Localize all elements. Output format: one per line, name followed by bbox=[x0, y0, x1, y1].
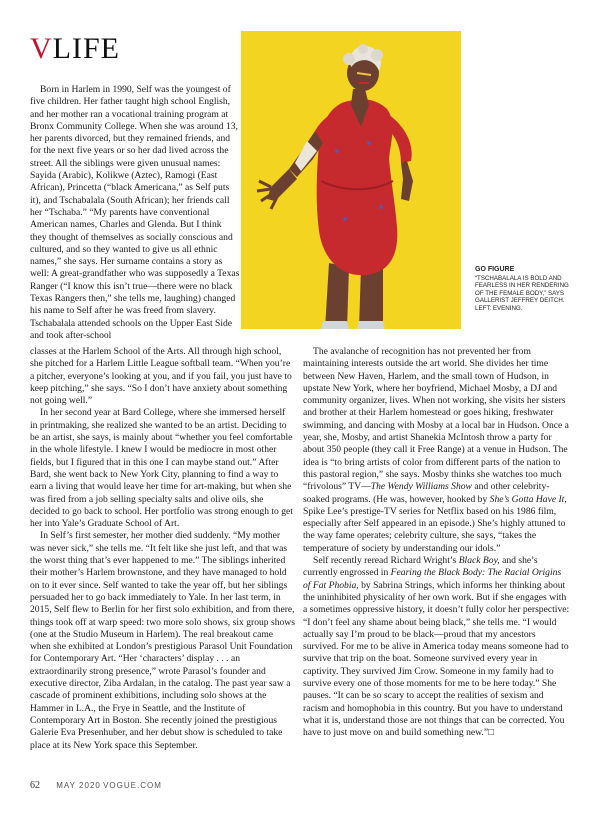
issue-date: MAY 2020 bbox=[56, 781, 101, 790]
masthead-life: LIFE bbox=[52, 32, 120, 65]
site-url: VOGUE.COM bbox=[103, 781, 162, 790]
page-footer bbox=[30, 780, 162, 791]
paragraph: In Self’s first semester, her mother died suddenly. “My mother was never sick,” she tells me. “It felt like she just left, and that was the worst thing that’s ever happened to me.” The siblings inherited their mother’s Harlem brownstone, and they have managed to hold on to it ever since. Self wanted to take the year off, but her siblings persuaded her to go back immediately to Yale. In her last term, in 2015, Self flew to Berlin for her first solo exhibition, and from there, things took off at warp speed: two more solo shows, six group shows (one at the Studio Museum in Harlem). The real breakout came when she exhibited at London’s prestigious Parasol Unit Foundation for Contemporary Art. “Her ‘characters’ display . . . an extraordinarily strong presence,” wrote Parasol’s founder and executive director, Ziba Ardalan, in the catalog. The past year saw a cascade of prominent exhibitions, including solo shows at the Hammer in L.A., the Frye in Seattle, and the Institute of Contemporary Art in Boston. She recently joined the prestigious Galerie Eva Presenhuber, and her debut show is scheduled to take place at its New York space this September. bbox=[30, 530, 295, 751]
paragraph: Self recently reread Richard Wright’s Black Boy, and she’s currently engrossed in Fearing the Black Body: The Racial Origins of Fat Phobia, by Sabrina Strings, which informs her thinking about the uninhibited physicality of her own work. But if she engages with a sometimes oppressive history, it doesn’t fully color her perspective: “I don’t feel any shame about being black,” she tells me. “I would actually say I’m proud to be black—proud that my ancestors survived. For me to be alive in America today means someone had to survive that trip on the boat. Someone survived every year in captivity. They survived Jim Crow. Someone in my family had to survive every one of those moments for me to be here today.” She pauses. “It can be so scary to accept the realities of sexism and racism and homophobia in this country. But you have to understand what it is, understand those are not things that can be corrected. You have to just move on and build something new.”□ bbox=[303, 555, 570, 739]
artwork-svg bbox=[241, 31, 461, 329]
caption-heading: GO FIGURE bbox=[475, 266, 515, 273]
article-column-left-bottom bbox=[30, 346, 295, 752]
end-mark: □ bbox=[488, 727, 494, 739]
masthead-v: V bbox=[30, 32, 53, 65]
paragraph: In her second year at Bard College, where she immersed herself in printmaking, she realized she wanted to be an artist. Deciding to be an artist, she says, is mainly about “whether you feel comfortable in the whole lifestyle. I knew I would be mediocre in most other fields, but I figured that in this one I can maybe stand out.” After Bard, she went back to New York City, planning to find a way to earn a living that would leave her time for art-making, but when she was fired from a job selling specialty salts and olive oils, she decided to go back to school. Her portfolio was strong enough to get her into Yale’s Graduate School of Art. bbox=[30, 407, 293, 530]
article-column-right bbox=[303, 346, 571, 740]
paragraph: The avalanche of recognition has not prevented her from maintaining interests outside the art world. She divides her time between New Haven, Harlem, and the small town of Hudson, in upstate New York, where her boyfriend, Michael Mosby, a DJ and community organizer, lives. When not working, she visits her sisters and brother at their Harlem homestead or goes hiking, freshwater swimming, and dancing with Mosby at a local bar in Hudson. Once a year, she, Mosby, and artist Shanekia McIntosh throw a party for about 350 people (they call it Free Range) at a venue in Hudson. The idea is “to bring artists of color from different parts of the nation to this pastoral region,” she says. Mosby thinks she watches too much “frivolous” TV—The Wendy Williams Show and other celebrity-soaked programs. (He was, however, hooked by She’s Gotta Have It, Spike Lee’s prestige-TV series for Netflix based on his 1986 film, especially after Self appeared in an episode.) She’s highly attuned to the way fame operates; celebrity culture, she says, “takes the temperature of society by understanding our idols.” bbox=[303, 346, 569, 554]
artwork-painting bbox=[241, 31, 461, 329]
paragraph: classes at the Harlem School of the Arts. All through high school, she pitched for a Harlem Little League softball team. “When you’re a pitcher, everyone’s looking at you, and if you fail, you just have to keep pitching,” she says. “So I don’t have anxiety about something not going well.” bbox=[30, 346, 292, 407]
paragraph: Born in Harlem in 1990, Self was the youngest of five children. Her father taught high school English, and her mother ran a vocational training program at Bronx Community College. When she was around 13, her parents divorced, but they remained friends, and for the next five years or so her dad lived across the street. All the siblings were given unusual names: Sayida (Arabic), Kolikwe (Aztec), Ramogi (East African), Princetta (“black Americana,” as Self puts it), and Tschabalala (South African); her friends call her “Tschaba.” “My parents have conventional American names, Charles and Glenda. But I think they thought of themselves as socially conscious and cultured, and so they wanted to give us all ethnic names,” she says. Her surname contains a story as well: A great-grandfather who was supposedly a Texas Ranger (“I know this isn’t true—there were no black Texas Rangers then,” she tells me, laughing) changed his name to Self after he was freed from slavery. Tschabalala attended schools on the Upper East Side and took after-school bbox=[30, 84, 240, 341]
page-number: 62 bbox=[30, 780, 40, 791]
caption-text: “TSCHABALALA IS BOLD AND FEARLESS IN HER RENDERING OF THE FEMALE BODY,” SAYS GALLERIST JEFFREY DEITCH. LEFT: EVENING. bbox=[475, 274, 569, 312]
article-column-left-top bbox=[30, 84, 240, 342]
section-masthead bbox=[30, 34, 120, 64]
image-caption bbox=[475, 266, 575, 313]
